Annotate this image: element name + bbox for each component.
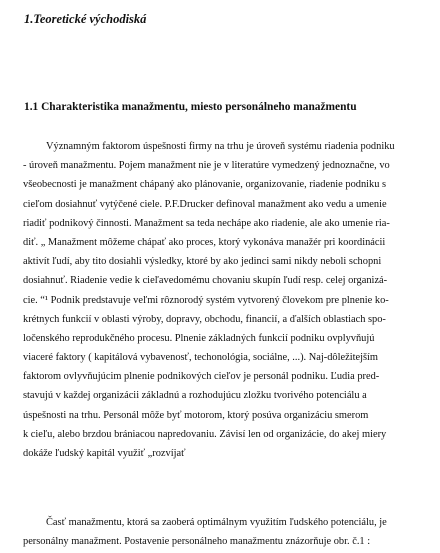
chapter-title: 1.Teoretické východiská	[24, 12, 147, 26]
paragraph-2	[23, 513, 423, 551]
paragraph-line: ločenského reprodukčného procesu. Plnenie základných funkcií podniku ovplyvňujú	[23, 332, 375, 344]
paragraph-line: aktivít ľudí, aby tito dosiahli výsledky, ktoré by ako jedinci sami nikdy neboli schopni	[23, 256, 382, 268]
paragraph-line: Významným faktorom úspešnosti firmy na trhu je úroveň systému riadenia podniku	[46, 141, 395, 152]
paragraph-line: dokáže ľudský kapitál využiť „rozvíjať	[23, 448, 186, 459]
paragraph-line: dosiahnuť. Riadenie vedie k cieľavedomému chovaniu skupín ľudí resp. celej organizá-	[23, 275, 388, 287]
paragraph-line: k cieľu, alebo brzdou brániacou napredovaniu. Závisí len od organizácie, do akej miery	[23, 428, 387, 440]
paragraph-line: stavujú v každej organizácii základnú a rozhodujúcu zložku tvorivého potenciálu a	[23, 390, 367, 402]
section-title: 1.1 Charakteristika manažmentu, miesto personálneho manažmentu	[24, 101, 357, 113]
paragraph-line: viaceré faktory ( kapitálová vybavenosť, techonológia, sociálne, ...). Naj-dôležitejším	[23, 352, 378, 364]
paragraph-line: cie. “¹ Podnik predstavuje veľmi rôznorodý systém vytvorený človekom pre plnenie ko-	[23, 294, 389, 306]
paragraph-line: úspešnosti na trhu. Personál môže byť motorom, ktorý posúva organizáciu smerom	[23, 409, 369, 421]
paragraph-line: riadiť podnikový činnosti. Manažment sa teda nechápe ako riadenie, ale ako umenie ria-	[23, 217, 390, 229]
paragraph-line: personálny manažment. Postavenie personálneho manažmentu znázorňuje obr. č.1 :	[23, 536, 371, 548]
paragraph-line: cieľom dosiahnuť vytýčené ciele. P.F.Drucker definoval manažment ako vedu a umenie	[23, 198, 387, 210]
paragraph-line: diť. „ Manažment môžeme chápať ako proces, ktorý vykonáva manažér pri koordinácii	[23, 236, 386, 248]
paragraph-line: Časť manažmentu, ktorá sa zaoberá optimálnym využitím ľudského potenciálu, je	[46, 517, 387, 528]
paragraph-1	[23, 137, 423, 463]
paragraph-line: krétnych funkcií v oblasti výroby, dopravy, obchodu, financií, a ďalších oblastiach spo-	[23, 313, 386, 325]
paragraph-line: všeobecnosti je manažment chápaný ako plánovanie, organizovanie, riadenie podniku s	[23, 179, 387, 191]
paragraph-line: - úroveň manažmentu. Pojem manažment nie je v literatúre vymedzený jednoznačne, vo	[23, 160, 390, 172]
paragraph-line: faktorom ovlyvňujúcim plnenie podnikových cieľov je personál podniku. Ľudia pred-	[23, 371, 380, 383]
